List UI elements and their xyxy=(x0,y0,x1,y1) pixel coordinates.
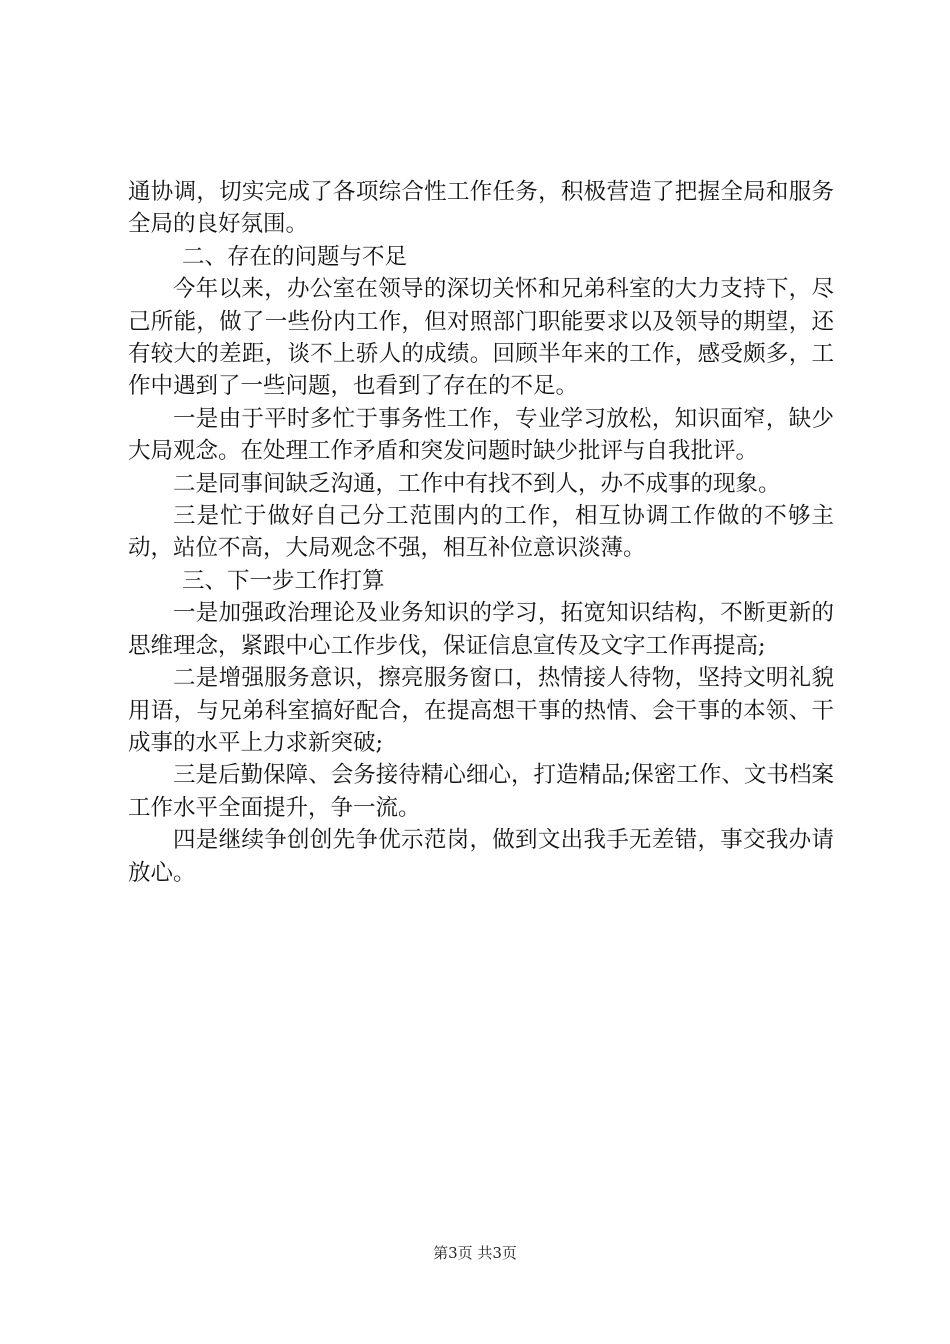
paragraph-plan-3: 三是后勤保障、会务接待精心细心，打造精品;保密工作、文书档案工作水平全面提升，争一流。 xyxy=(128,762,834,821)
section-heading-next-steps: 三、下一步工作打算 xyxy=(182,567,385,594)
paragraph-plan-2: 二是增强服务意识，擦亮服务窗口，热情接人待物，坚持文明礼貌用语，与兄弟科室搞好配合，在提高想干事的热情、会干事的本领、干成事的水平上力求新突破; xyxy=(128,665,834,756)
paragraph-problem-2: 二是同事间缺乏沟通，工作中有找不到人，办不成事的现象。 xyxy=(173,470,781,497)
paragraph-plan-4: 四是继续争创创先争优示范岗，做到文出我手无差错，事交我办请放心。 xyxy=(128,827,834,886)
document-body xyxy=(128,176,834,889)
paragraph-problem-3: 三是忙于做好自己分工范围内的工作，相互协调工作做的不够主动，站位不高，大局观念不强，相互补位意识淡薄。 xyxy=(128,503,834,562)
page-footer: 第3页 共3页 xyxy=(433,1244,517,1262)
paragraph-problems-intro: 今年以来，办公室在领导的深切关怀和兄弟科室的大力支持下，尽己所能，做了一些份内工作，但对照部门职能要求以及领导的期望，还有较大的差距，谈不上骄人的成绩。回顾半年来的工作，感受颇多，工作中遇到了一些问题，也看到了存在的不足。 xyxy=(128,276,834,400)
paragraph-problem-1: 一是由于平时多忙于事务性工作，专业学习放松，知识面窄，缺少大局观念。在处理工作矛盾和突发问题时缺少批评与自我批评。 xyxy=(128,405,834,465)
paragraph-continuation: 通协调，切实完成了各项综合性工作任务，积极营造了把握全局和服务全局的良好氛围。 xyxy=(128,179,834,238)
paragraph-plan-1: 一是加强政治理论及业务知识的学习，拓宽知识结构，不断更新的思维理念，紧跟中心工作步伐，保证信息宣传及文字工作再提高; xyxy=(128,600,834,659)
section-heading-problems: 二、存在的问题与不足 xyxy=(182,243,408,270)
